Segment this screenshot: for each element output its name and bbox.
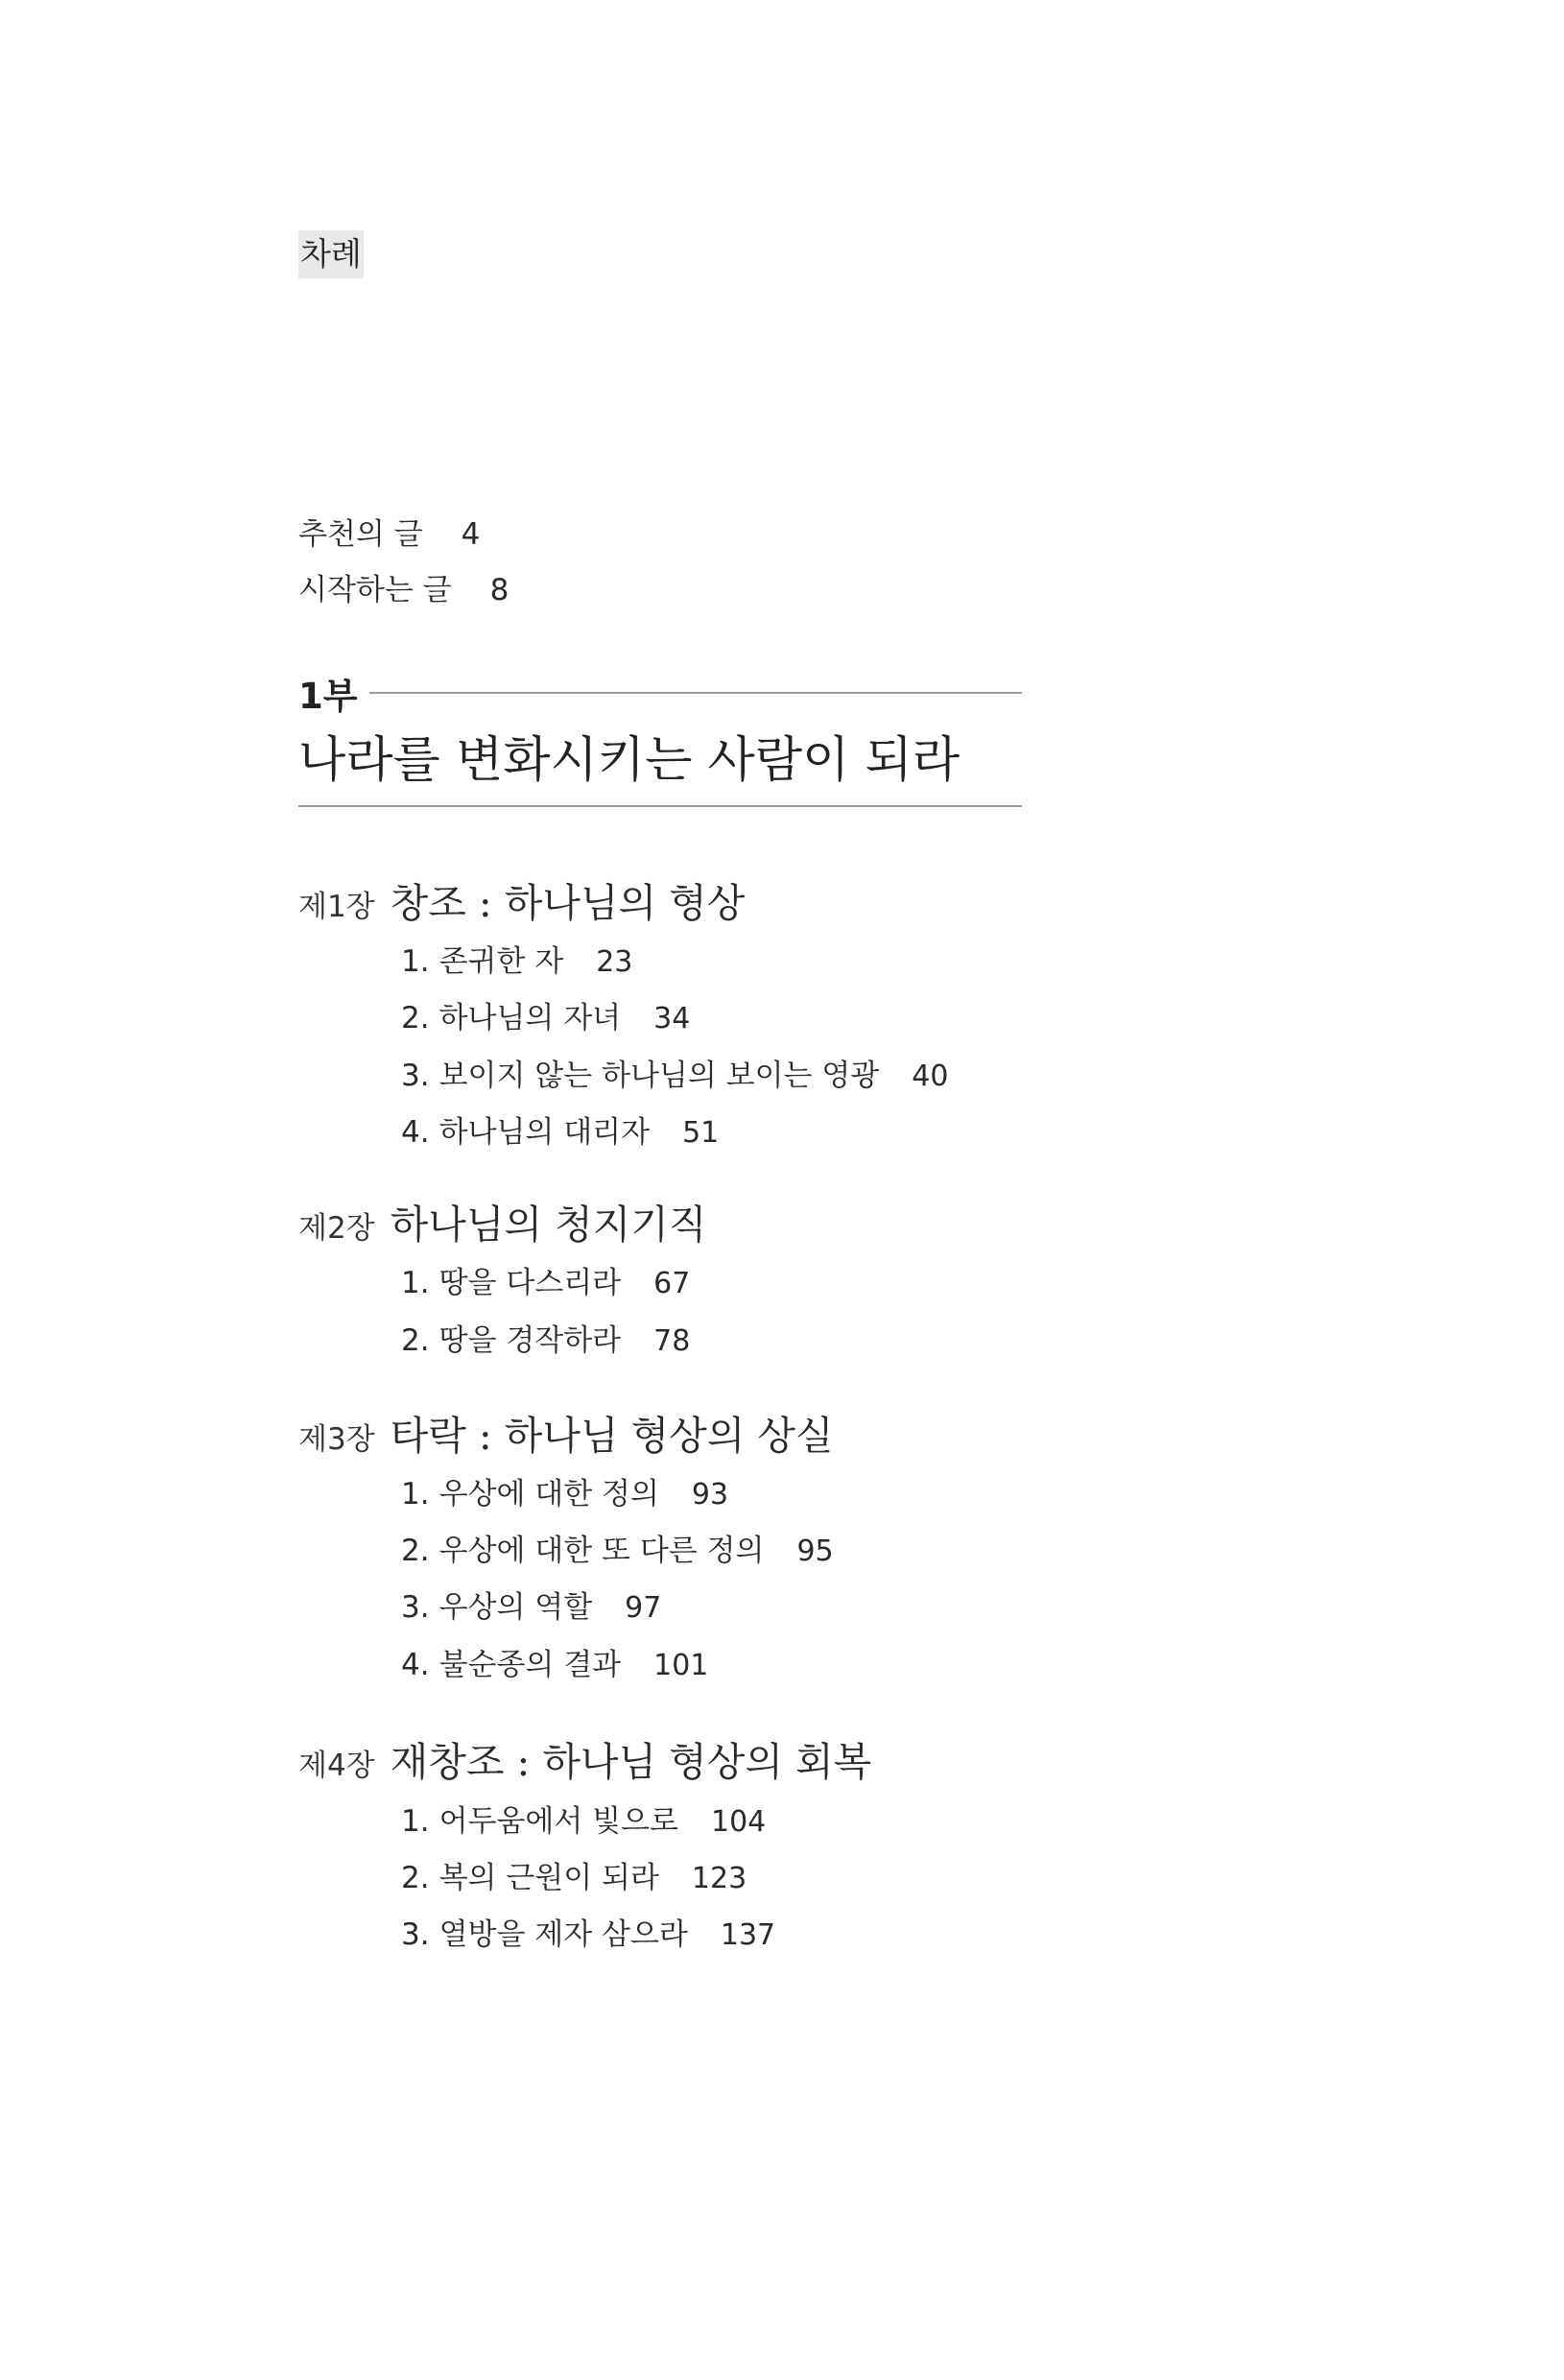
part-label: 1부 xyxy=(298,676,358,717)
entry-title: 존귀한 자 xyxy=(438,944,564,979)
toc-entry[interactable] xyxy=(401,1644,708,1687)
toc-entry[interactable] xyxy=(401,1530,834,1573)
entry-title: 하나님의 대리자 xyxy=(438,1115,651,1150)
front-matter-title: 추천의 글 xyxy=(298,517,423,552)
chapter-heading[interactable] xyxy=(298,871,745,928)
entry-title: 하나님의 자녀 xyxy=(438,1001,622,1035)
entry-title: 어두움에서 빛으로 xyxy=(438,1804,678,1839)
toc-entry[interactable] xyxy=(401,1473,728,1516)
toc-entry[interactable] xyxy=(401,1320,690,1363)
toc-entry[interactable] xyxy=(401,940,632,984)
entry-index: 2. xyxy=(401,1323,430,1358)
entry-index: 1. xyxy=(401,1477,430,1511)
entry-page: 67 xyxy=(653,1267,691,1300)
part-bottom-divider xyxy=(298,805,1022,807)
entry-page: 34 xyxy=(653,1002,691,1035)
toc-entry[interactable] xyxy=(401,1111,719,1154)
chapter-heading[interactable] xyxy=(298,1730,871,1787)
entry-page: 137 xyxy=(720,1918,776,1952)
entry-title: 복의 근원이 되라 xyxy=(438,1861,659,1895)
chapter-label: 제1장 xyxy=(298,890,375,924)
entry-title: 땅을 경작하라 xyxy=(438,1323,622,1358)
entry-title: 불순종의 결과 xyxy=(438,1648,622,1682)
entry-index: 2. xyxy=(401,1534,430,1568)
entry-page: 40 xyxy=(912,1059,949,1093)
toc-entry[interactable] xyxy=(401,1055,948,1098)
toc-entry[interactable] xyxy=(401,1800,766,1844)
part-heading xyxy=(298,667,1022,807)
chapter-label: 제4장 xyxy=(298,1749,375,1783)
entry-index: 4. xyxy=(401,1115,430,1150)
front-matter-title: 시작하는 글 xyxy=(298,573,452,607)
entry-page: 93 xyxy=(691,1478,729,1511)
entry-index: 1. xyxy=(401,1804,430,1839)
chapter-title: 재창조 : 하나님 형상의 회복 xyxy=(390,1739,872,1785)
entry-index: 3. xyxy=(401,1059,430,1093)
toc-entry[interactable] xyxy=(401,997,690,1040)
entry-page: 95 xyxy=(796,1535,834,1568)
chapter-heading[interactable] xyxy=(298,1404,834,1461)
entry-page: 123 xyxy=(691,1862,747,1895)
part-divider xyxy=(369,692,1023,694)
entry-title: 우상에 대한 정의 xyxy=(438,1477,659,1511)
entry-index: 2. xyxy=(401,1001,430,1035)
entry-title: 우상에 대한 또 다른 정의 xyxy=(438,1534,765,1568)
chapter-label: 제2장 xyxy=(298,1211,375,1246)
entry-index: 1. xyxy=(401,1266,430,1300)
entry-page: 51 xyxy=(682,1116,720,1150)
entry-index: 4. xyxy=(401,1648,430,1682)
chapter-title: 창조 : 하나님의 형상 xyxy=(390,880,746,926)
entry-page: 101 xyxy=(653,1649,709,1682)
entry-title: 열방을 제자 삼으라 xyxy=(438,1917,688,1952)
chapter-title: 타락 : 하나님 형상의 상실 xyxy=(390,1413,834,1459)
entry-index: 3. xyxy=(401,1917,430,1952)
toc-entry[interactable] xyxy=(401,1586,661,1630)
entry-title: 땅을 다스리라 xyxy=(438,1266,622,1300)
toc-entry[interactable] xyxy=(401,1914,775,1957)
front-matter-page: 4 xyxy=(461,517,481,552)
chapter-title: 하나님의 청지기직 xyxy=(390,1202,707,1248)
entry-page: 23 xyxy=(596,945,633,979)
toc-entry[interactable] xyxy=(401,1857,746,1900)
entry-index: 3. xyxy=(401,1590,430,1625)
toc-entry[interactable] xyxy=(401,1262,690,1305)
entry-title: 보이지 않는 하나님의 보이는 영광 xyxy=(438,1059,880,1093)
entry-index: 1. xyxy=(401,944,430,979)
entry-page: 78 xyxy=(653,1324,691,1358)
chapter-heading[interactable] xyxy=(298,1193,707,1250)
entry-page: 97 xyxy=(625,1591,662,1625)
entry-title: 우상의 역할 xyxy=(438,1590,593,1625)
front-matter-item[interactable] xyxy=(298,569,509,611)
chapter-label: 제3장 xyxy=(298,1422,375,1457)
part-title: 나라를 변화시키는 사람이 되라 xyxy=(298,732,960,789)
toc-title: 차례 xyxy=(298,230,364,278)
front-matter-item[interactable] xyxy=(298,513,480,556)
entry-page: 104 xyxy=(711,1805,767,1839)
front-matter-page: 8 xyxy=(489,573,509,607)
entry-index: 2. xyxy=(401,1861,430,1895)
